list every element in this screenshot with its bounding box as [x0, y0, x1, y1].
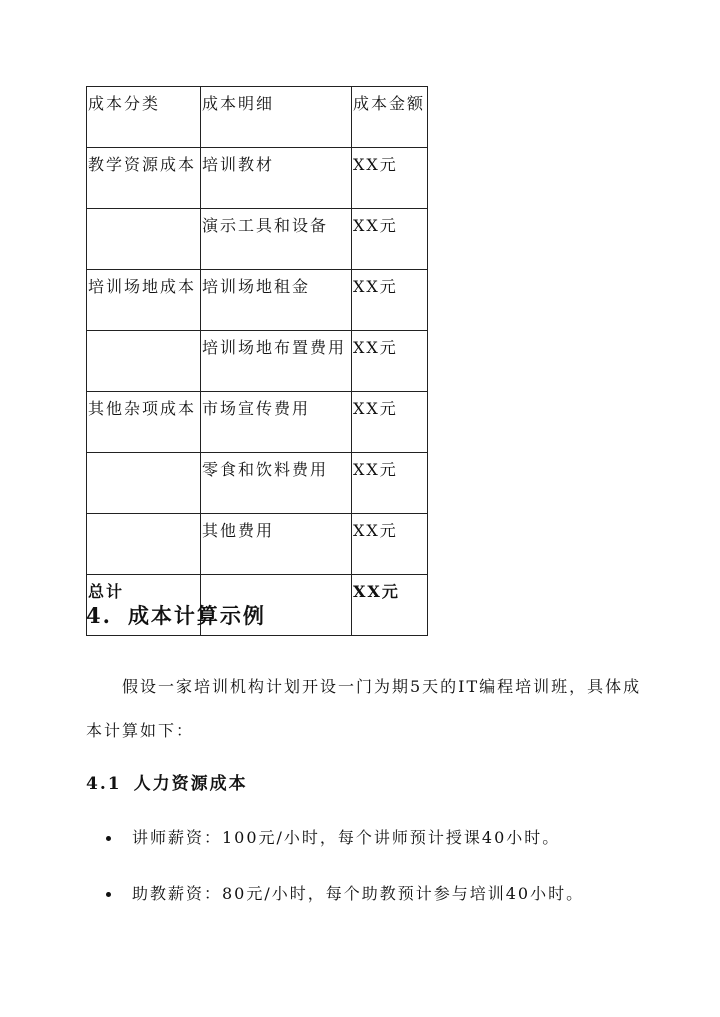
total-amount: XX元	[352, 575, 428, 636]
row-category	[87, 331, 201, 392]
row-amount: XX元	[352, 148, 428, 209]
row-amount: XX元	[352, 392, 428, 453]
row-category	[87, 514, 201, 575]
table-row	[87, 209, 428, 270]
table-row	[87, 514, 428, 575]
cost-table	[86, 86, 428, 636]
row-amount: XX元	[352, 209, 428, 270]
intro-paragraph: 假设一家培训机构计划开设一门为期5天的IT编程培训班，具体成本计算如下：	[86, 677, 642, 740]
header-amount: 成本金额	[352, 87, 428, 148]
subsection-number: 4.1	[86, 774, 122, 794]
subsection-heading	[86, 769, 248, 794]
row-category: 教学资源成本	[87, 148, 201, 209]
row-amount: XX元	[352, 514, 428, 575]
bullet-dot-icon	[106, 836, 111, 841]
row-amount: XX元	[352, 270, 428, 331]
section-title-text: 成本计算示例	[127, 603, 266, 628]
row-category	[87, 453, 201, 514]
header-detail: 成本明细	[201, 87, 352, 148]
table-row	[87, 331, 428, 392]
section-number: 4.	[86, 603, 112, 628]
list-item-text: 讲师薪资：100元/小时，每个讲师预计授课40小时。	[132, 828, 561, 847]
row-amount: XX元	[352, 453, 428, 514]
total-label: 总计	[87, 575, 201, 636]
row-category: 其他杂项成本	[87, 392, 201, 453]
row-detail: 零食和饮料费用	[201, 453, 352, 514]
table-row	[87, 270, 428, 331]
table-row	[87, 392, 428, 453]
row-detail: 其他费用	[201, 514, 352, 575]
bullet-dot-icon	[106, 892, 111, 897]
row-detail: 演示工具和设备	[201, 209, 352, 270]
section-heading	[86, 600, 266, 630]
table-row	[87, 148, 428, 209]
row-category	[87, 209, 201, 270]
row-category: 培训场地成本	[87, 270, 201, 331]
bullet-list	[106, 826, 584, 938]
row-detail: 培训场地租金	[201, 270, 352, 331]
list-item	[106, 826, 584, 882]
table-header-row	[87, 87, 428, 148]
subsection-title-text: 人力资源成本	[133, 774, 248, 794]
row-amount: XX元	[352, 331, 428, 392]
header-category: 成本分类	[87, 87, 201, 148]
row-detail: 培训场地布置费用	[201, 331, 352, 392]
list-item	[106, 882, 584, 938]
list-item-text: 助教薪资：80元/小时，每个助教预计参与培训40小时。	[132, 884, 585, 903]
row-detail: 培训教材	[201, 148, 352, 209]
row-detail: 市场宣传费用	[201, 392, 352, 453]
table-row	[87, 453, 428, 514]
